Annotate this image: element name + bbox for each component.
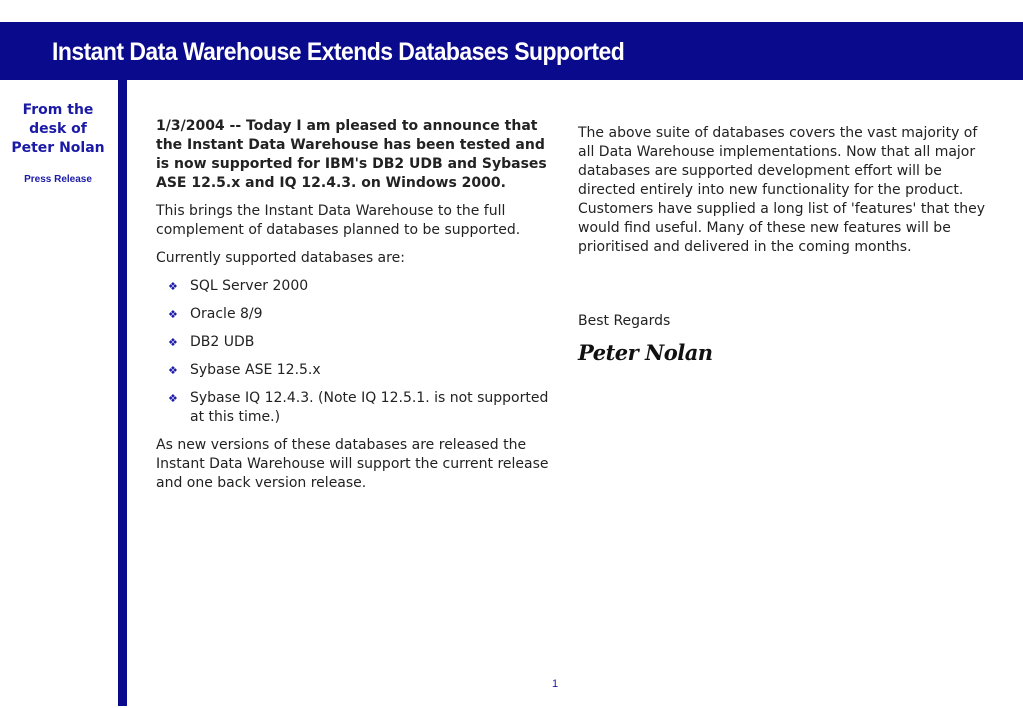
diamond-bullet-icon: ❖	[168, 280, 178, 293]
press-release-label: Press Release	[24, 174, 92, 185]
title-banner	[0, 22, 1023, 80]
diamond-bullet-icon: ❖	[168, 308, 178, 321]
database-name: DB2 UDB	[190, 334, 255, 350]
page-number: 1	[551, 678, 559, 690]
paragraph-complement: This brings the Instant Data Warehouse to the full complement of databases planned to be supported.	[156, 203, 521, 238]
paragraph-new-versions: As new versions of these databases are released the Instant Data Warehouse will support the current release and one back version release.	[156, 437, 549, 491]
left-text-column	[156, 117, 556, 502]
list-item	[156, 305, 556, 324]
list-item	[156, 333, 556, 352]
list-item	[156, 389, 556, 427]
diamond-bullet-icon: ❖	[168, 336, 178, 349]
list-item	[156, 277, 556, 296]
database-name: SQL Server 2000	[190, 278, 309, 294]
database-name: Sybase IQ 12.4.3. (Note IQ 12.5.1. is not supported at this time.)	[190, 390, 549, 425]
paragraph-supported-intro: Currently supported databases are:	[156, 250, 405, 266]
database-list	[156, 277, 556, 427]
vertical-divider-bar	[118, 80, 127, 706]
announcement-lead: 1/3/2004 -- Today I am pleased to announce that the Instant Data Warehouse has been tested and is now supported for IBM's DB2 UDB and Sybases ASE 12.5.x and IQ 12.4.3. on Windows 2000.	[156, 118, 547, 191]
diamond-bullet-icon: ❖	[168, 364, 178, 377]
page-title: Instant Data Warehouse Extends Databases Supported	[52, 38, 625, 66]
database-name: Sybase ASE 12.5.x	[190, 362, 321, 378]
database-name: Oracle 8/9	[190, 306, 263, 322]
list-item	[156, 361, 556, 380]
paragraph-suite-coverage: The above suite of databases covers the vast majority of all Data Warehouse implementations. Now that all major databases are supported development effort will be directed entirely into new functionality for the product. Customers have supplied a long list of 'features' that they would find useful. Many of these new features will be prioritised and delivered in the coming months.	[578, 125, 985, 255]
signature: Peter Nolan	[578, 340, 713, 365]
from-desk-label: From the desk of Peter Nolan	[11, 102, 105, 156]
closing-regards: Best Regards	[578, 313, 671, 329]
diamond-bullet-icon: ❖	[168, 392, 178, 405]
right-text-column	[578, 124, 988, 257]
